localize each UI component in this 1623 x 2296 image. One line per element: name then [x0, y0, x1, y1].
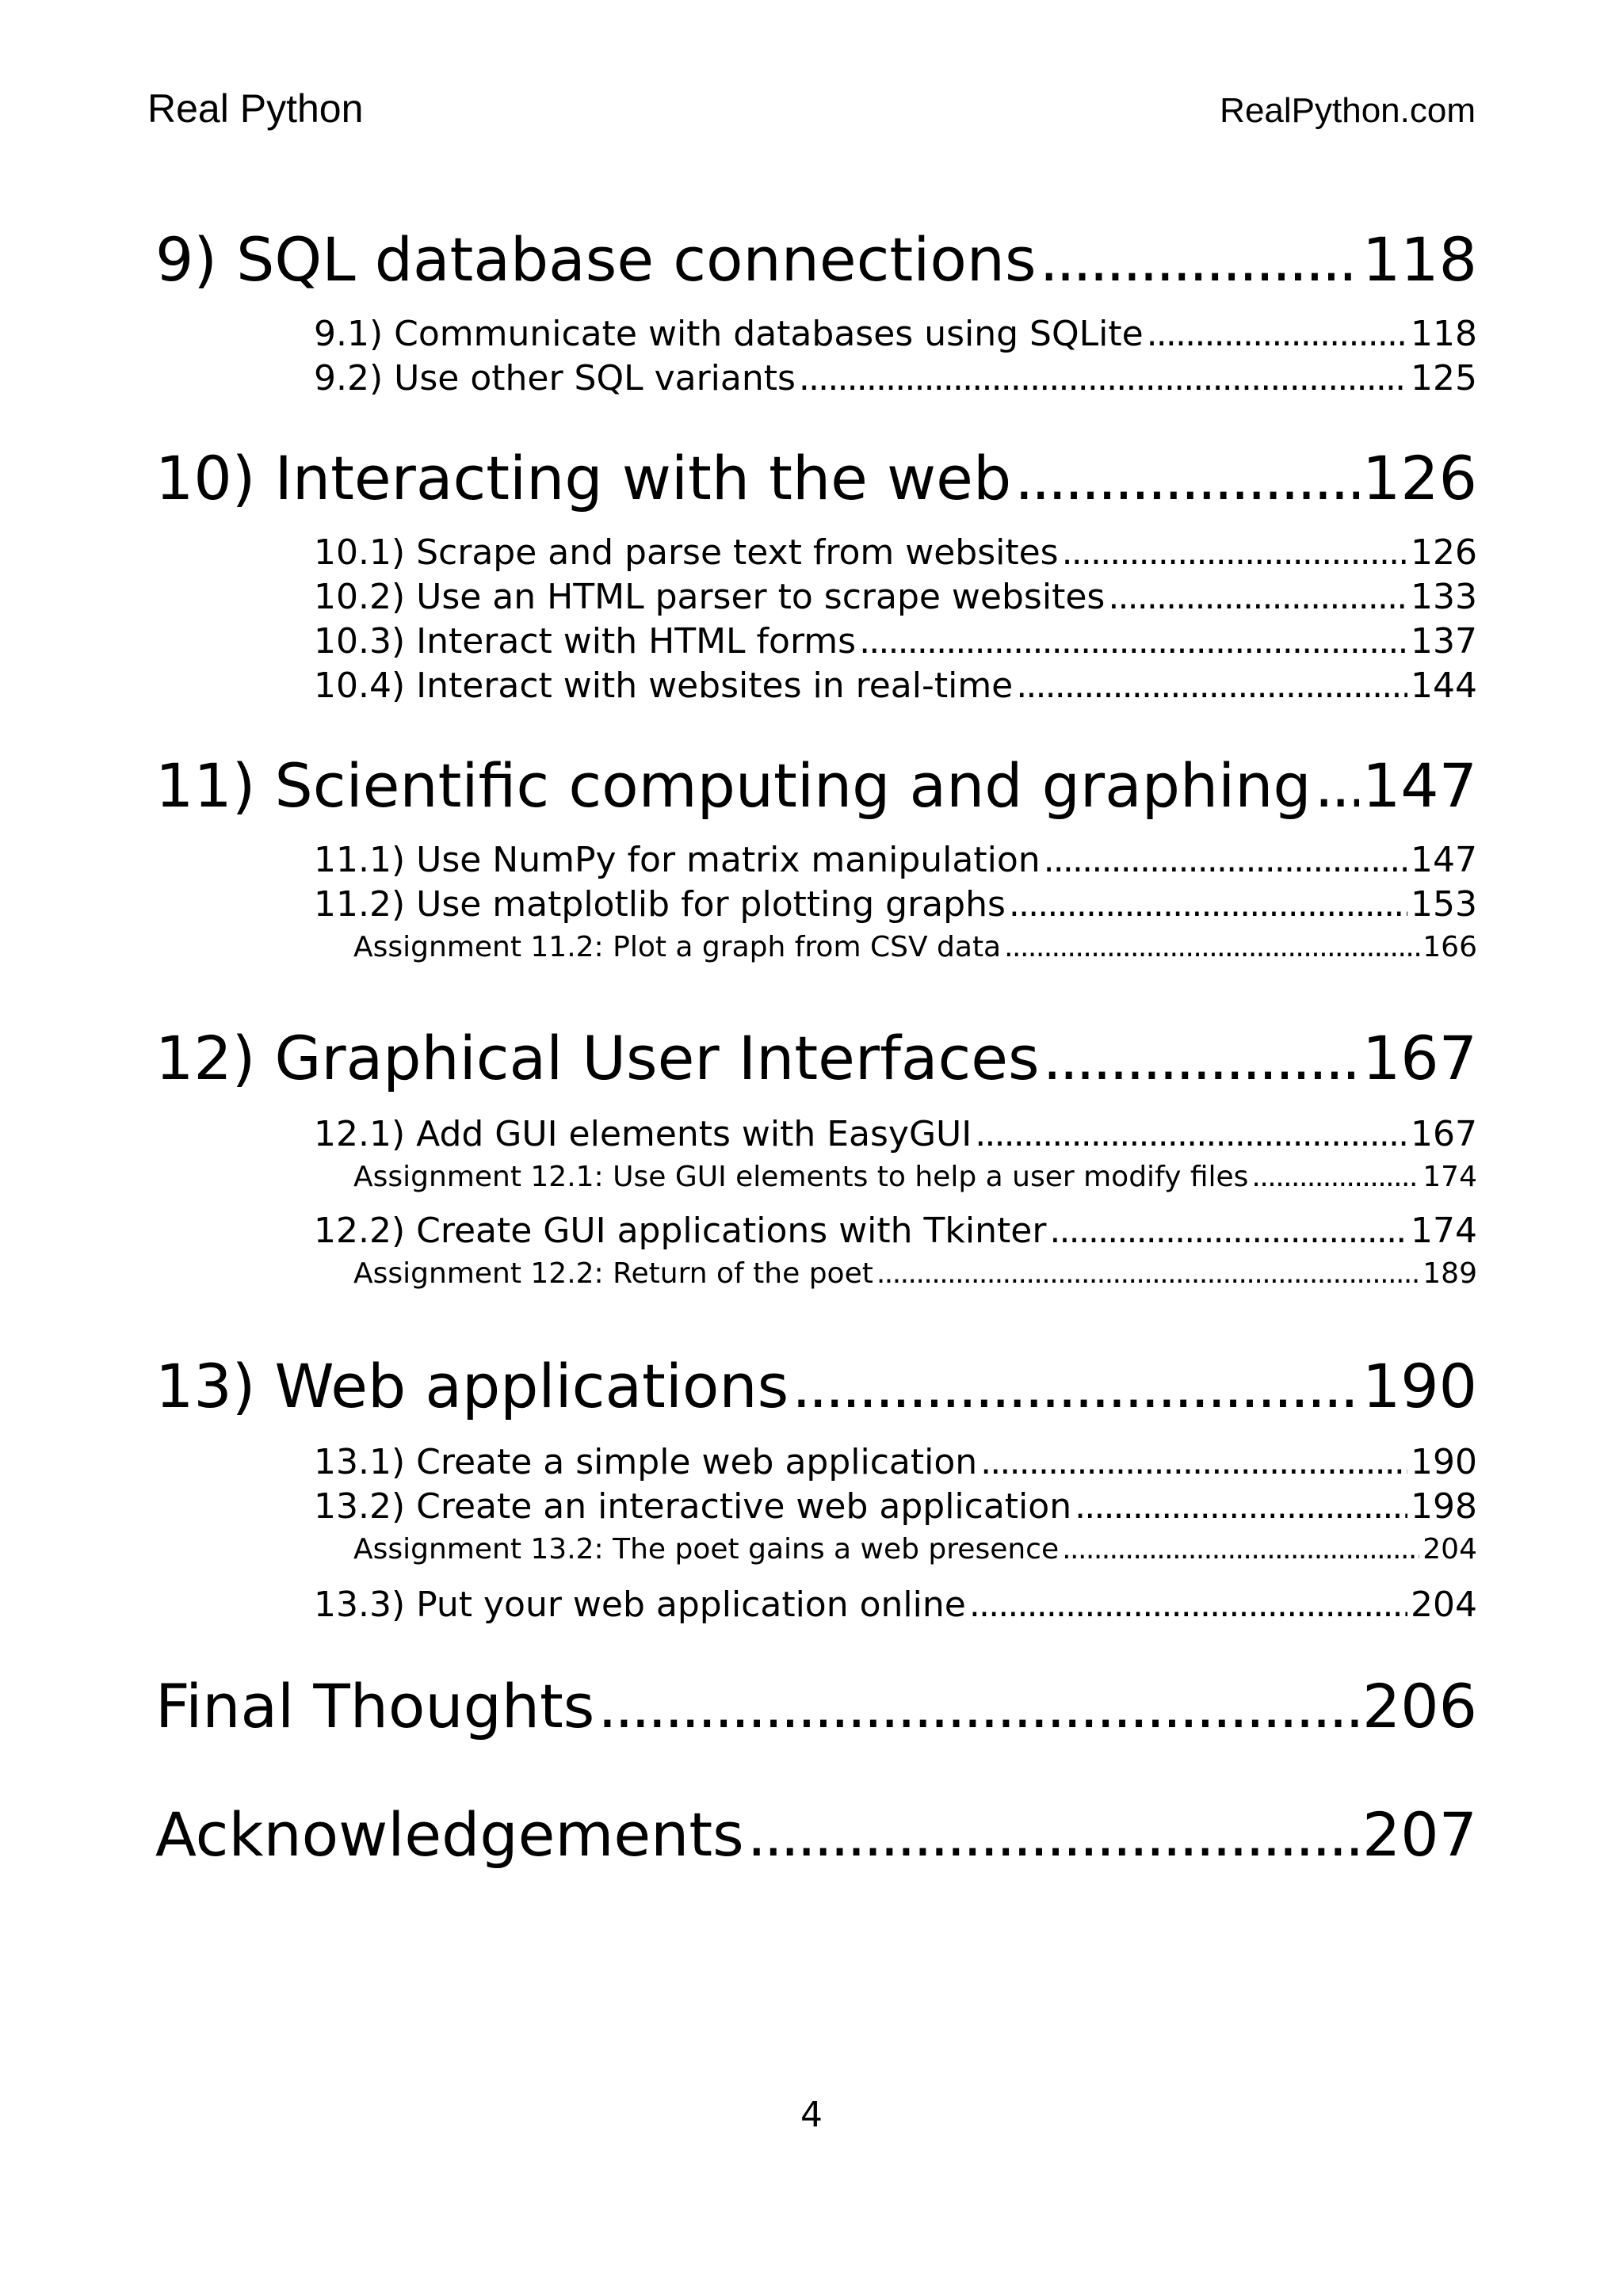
toc-entry-page: 125	[1411, 358, 1477, 399]
toc-entry-title: 13) Web applications	[155, 1351, 789, 1421]
toc-leader-dots	[1043, 1028, 1359, 1089]
toc-entry-section-13-1[interactable]	[314, 1442, 1477, 1482]
toc-entry-title: 11.1) Use NumPy for matrix manipulation	[314, 840, 1041, 880]
toc-entry-title: 10) Interacting with the web	[155, 443, 1012, 513]
toc-entry-page: 147	[1411, 840, 1477, 880]
toc-entry-title: 10.2) Use an HTML parser to scrape websites	[314, 577, 1106, 617]
toc-entry-chapter-9[interactable]	[155, 224, 1477, 295]
toc-leader-dots	[1044, 843, 1407, 878]
toc-entry-section-10-3[interactable]	[314, 621, 1477, 662]
toc-leader-dots	[1040, 230, 1359, 290]
toc-entry-title: Final Thoughts	[155, 1671, 595, 1741]
toc-entry-page: 206	[1361, 1671, 1477, 1741]
toc-entry-assignment-11-2[interactable]	[353, 933, 1477, 962]
toc-entry-page: 153	[1411, 884, 1477, 925]
toc-entry-page: 126	[1411, 532, 1477, 573]
toc-leader-dots	[1147, 317, 1407, 352]
toc-entry-assignment-12-1[interactable]	[353, 1163, 1477, 1192]
toc-entry-section-9-2[interactable]	[314, 358, 1477, 399]
toc-entry-title: 12) Graphical User Interfaces	[155, 1023, 1040, 1093]
toc-entry-assignment-12-2[interactable]	[353, 1257, 1477, 1290]
toc-entry-title: 10.1) Scrape and parse text from websites	[314, 532, 1059, 573]
toc-entry-section-10-2[interactable]	[314, 577, 1477, 617]
toc-entry-title: 13.1) Create a simple web application	[314, 1442, 978, 1482]
toc-leader-dots	[859, 624, 1407, 659]
toc-entry-chapter-13[interactable]	[155, 1351, 1477, 1421]
toc-entry-title: Acknowledgements	[155, 1799, 744, 1870]
toc-entry-page: 118	[1361, 224, 1477, 295]
toc-leader-dots	[980, 1445, 1407, 1480]
toc-entry-page: 137	[1411, 621, 1477, 662]
toc-entry-page: 118	[1411, 314, 1477, 354]
toc-entry-section-10-1[interactable]	[314, 532, 1477, 573]
toc-entry-section-12-2[interactable]	[314, 1211, 1477, 1251]
toc-entry-page: 204	[1423, 1533, 1477, 1566]
toc-entry-section-10-4[interactable]	[314, 666, 1477, 706]
toc-entry-title: 10.4) Interact with websites in real-time	[314, 666, 1014, 706]
toc-entry-title: 12.1) Add GUI elements with EasyGUI	[314, 1114, 972, 1154]
toc-entry-title: Assignment 13.2: The poet gains a web presence	[353, 1533, 1060, 1566]
toc-leader-dots	[1315, 756, 1359, 816]
toc-leader-dots	[1062, 536, 1407, 570]
toc-entry-title: 11.2) Use matplotlib for plotting graphs	[314, 884, 1006, 925]
toc-entry-chapter-11[interactable]	[155, 750, 1477, 821]
toc-entry-final-thoughts[interactable]	[155, 1671, 1477, 1741]
toc-entry-title: 13.3) Put your web application online	[314, 1585, 966, 1625]
toc-entry-title: Assignment 11.2: Plot a graph from CSV data	[353, 931, 1002, 963]
toc-entry-page: 147	[1361, 750, 1477, 821]
toc-entry-page: 204	[1411, 1585, 1477, 1625]
toc-entry-section-11-1[interactable]	[314, 840, 1477, 880]
toc-entry-title: Assignment 12.2: Return of the poet	[353, 1257, 873, 1290]
toc-leader-dots	[1075, 1489, 1407, 1524]
toc-entry-title: 9.2) Use other SQL variants	[314, 358, 796, 399]
toc-entry-page: 133	[1411, 577, 1477, 617]
toc-entry-page: 126	[1361, 443, 1477, 513]
toc-leader-dots	[1009, 887, 1407, 922]
toc-entry-page: 166	[1423, 931, 1477, 963]
toc-entry-page: 189	[1423, 1257, 1477, 1290]
toc-entry-title: 12.2) Create GUI applications with Tkinter	[314, 1211, 1047, 1251]
toc-leader-dots	[1004, 933, 1419, 962]
toc-entry-title: 13.2) Create an interactive web application	[314, 1486, 1072, 1527]
toc-entry-section-13-3[interactable]	[314, 1585, 1477, 1625]
toc-entry-page: 174	[1423, 1161, 1477, 1193]
toc-entry-assignment-13-2[interactable]	[353, 1535, 1477, 1564]
toc-leader-dots	[1014, 448, 1359, 509]
toc-entry-page: 190	[1411, 1442, 1477, 1482]
toc-entry-page: 190	[1361, 1351, 1477, 1421]
toc-entry-section-12-1[interactable]	[314, 1114, 1477, 1154]
toc-leader-dots	[1251, 1163, 1419, 1192]
toc-entry-title: Assignment 12.1: Use GUI elements to help a user modify files	[353, 1161, 1249, 1193]
toc-entry-page: 198	[1411, 1486, 1477, 1527]
toc-leader-dots	[598, 1676, 1359, 1737]
page-number: 4	[800, 2095, 823, 2135]
toc-entry-title: 11) Scientific computing and graphing	[155, 750, 1312, 821]
toc-entry-page: 207	[1361, 1799, 1477, 1870]
toc-leader-dots	[1016, 669, 1407, 704]
running-header-website: RealPython.com	[1220, 91, 1476, 130]
toc-leader-dots	[876, 1260, 1419, 1288]
toc-leader-dots	[969, 1588, 1407, 1623]
toc-leader-dots	[792, 1356, 1359, 1417]
toc-entry-page: 174	[1411, 1211, 1477, 1251]
toc-entry-page: 144	[1411, 666, 1477, 706]
toc-leader-dots	[747, 1805, 1359, 1865]
toc-entry-title: 9.1) Communicate with databases using SQLite	[314, 314, 1144, 354]
toc-entry-title: 9) SQL database connections	[155, 224, 1037, 295]
toc-entry-page: 167	[1361, 1023, 1477, 1093]
toc-leader-dots	[1062, 1535, 1419, 1564]
toc-entry-section-9-1[interactable]	[314, 314, 1477, 354]
toc-entry-acknowledgements[interactable]	[155, 1799, 1477, 1870]
toc-entry-page: 167	[1411, 1114, 1477, 1154]
toc-entry-chapter-12[interactable]	[155, 1023, 1477, 1093]
toc-leader-dots	[1049, 1214, 1407, 1249]
running-header-title: Real Python	[147, 86, 364, 131]
toc-leader-dots	[799, 361, 1407, 396]
toc-entry-section-11-2[interactable]	[314, 884, 1477, 925]
toc-leader-dots	[975, 1117, 1407, 1152]
toc-entry-section-13-2[interactable]	[314, 1486, 1477, 1527]
toc-entry-chapter-10[interactable]	[155, 443, 1477, 513]
toc-leader-dots	[1108, 580, 1407, 615]
toc-entry-title: 10.3) Interact with HTML forms	[314, 621, 857, 662]
